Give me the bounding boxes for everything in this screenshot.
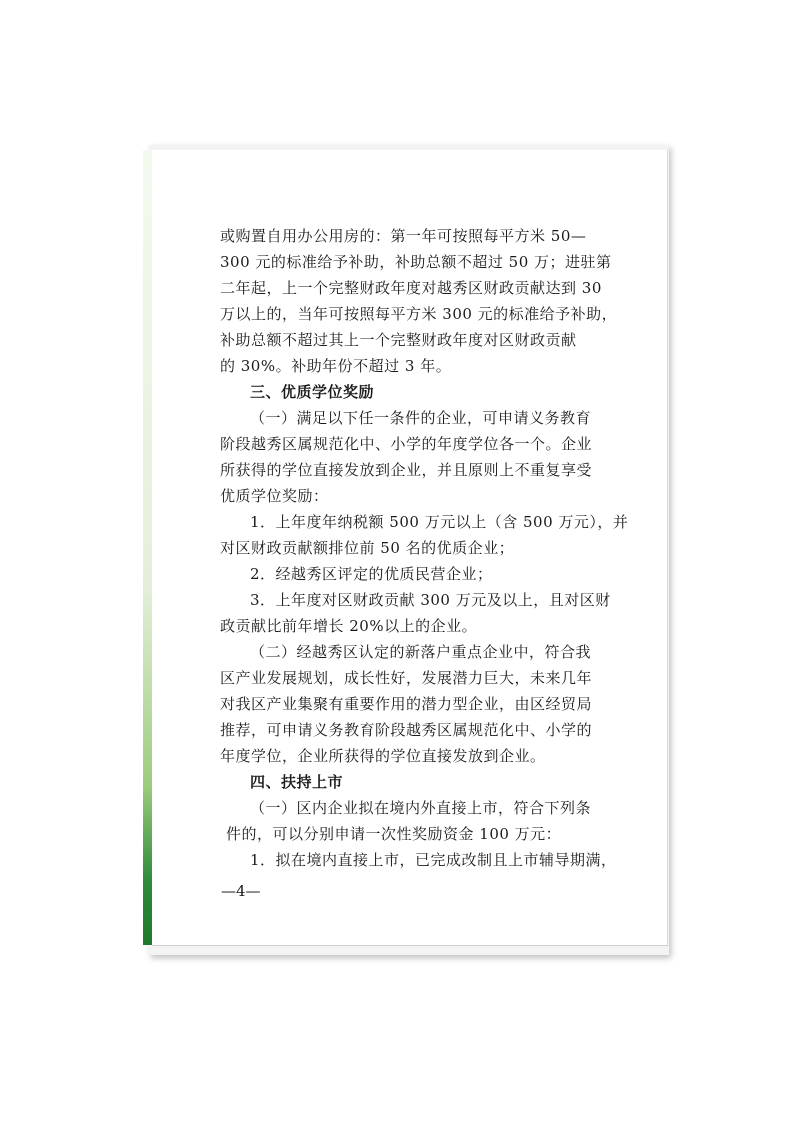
text-line: 对区财政贡献额排位前 50 名的优质企业； — [220, 539, 515, 557]
text-line: 年度学位，企业所获得的学位直接发放到企业。 — [220, 747, 546, 765]
text-line: 区产业发展规划，成长性好，发展潜力巨大，未来几年 — [220, 669, 593, 687]
text-line: 的 30%。补助年份不超过 3 年。 — [220, 357, 452, 375]
text-line: 补助总额不超过其上一个完整财政年度对区财政贡献 — [220, 331, 577, 349]
text-line: 对我区产业集聚有重要作用的潜力型企业，由区经贸局 — [220, 695, 593, 713]
text-line: 或购置自用办公用房的：第一年可按照每平方米 50— — [220, 227, 587, 245]
section-heading: 四、扶持上市 — [250, 773, 344, 791]
section-heading: 三、优质学位奖励 — [250, 383, 375, 401]
list-item: 3．上年度对区财政贡献 300 万元及以上，且对区财 — [250, 591, 611, 609]
text-line: 二年起，上一个完整财政年度对越秀区财政贡献达到 30 — [220, 279, 602, 297]
list-item: 2．经越秀区评定的优质民营企业； — [250, 565, 493, 583]
text-line: （一）满足以下任一条件的企业，可申请义务教育 — [250, 409, 592, 427]
text-line: （一）区内企业拟在境内外直接上市，符合下列条 — [250, 799, 592, 817]
text-line: 优质学位奖励： — [220, 487, 329, 505]
text-line: 万以上的，当年可按照每平方米 300 元的标准给予补助， — [220, 305, 618, 323]
text-line: 政贡献比前年增长 20%以上的企业。 — [220, 617, 478, 635]
text-line: 所获得的学位直接发放到企业，并且原则上不重复享受 — [220, 461, 593, 479]
text-line: 阶段越秀区属规范化中、小学的年度学位各一个。企业 — [220, 435, 593, 453]
text-line: 推荐，可申请义务教育阶段越秀区属规范化中、小学的 — [220, 721, 593, 739]
list-item: 1．上年度年纳税额 500 万元以上（含 500 万元），并 — [250, 513, 629, 531]
page-number: —4— — [221, 882, 261, 900]
document-body — [220, 223, 629, 873]
list-item: 1．拟在境内直接上市，已完成改制且上市辅导期满， — [250, 851, 617, 869]
text-line: 件的，可以分别申请一次性奖励资金 100 万元： — [226, 825, 562, 843]
text-line: （二）经越秀区认定的新落户重点企业中，符合我 — [250, 643, 592, 661]
text-line: 300 元的标准给予补助，补助总额不超过 50 万；进驻第 — [220, 253, 612, 271]
